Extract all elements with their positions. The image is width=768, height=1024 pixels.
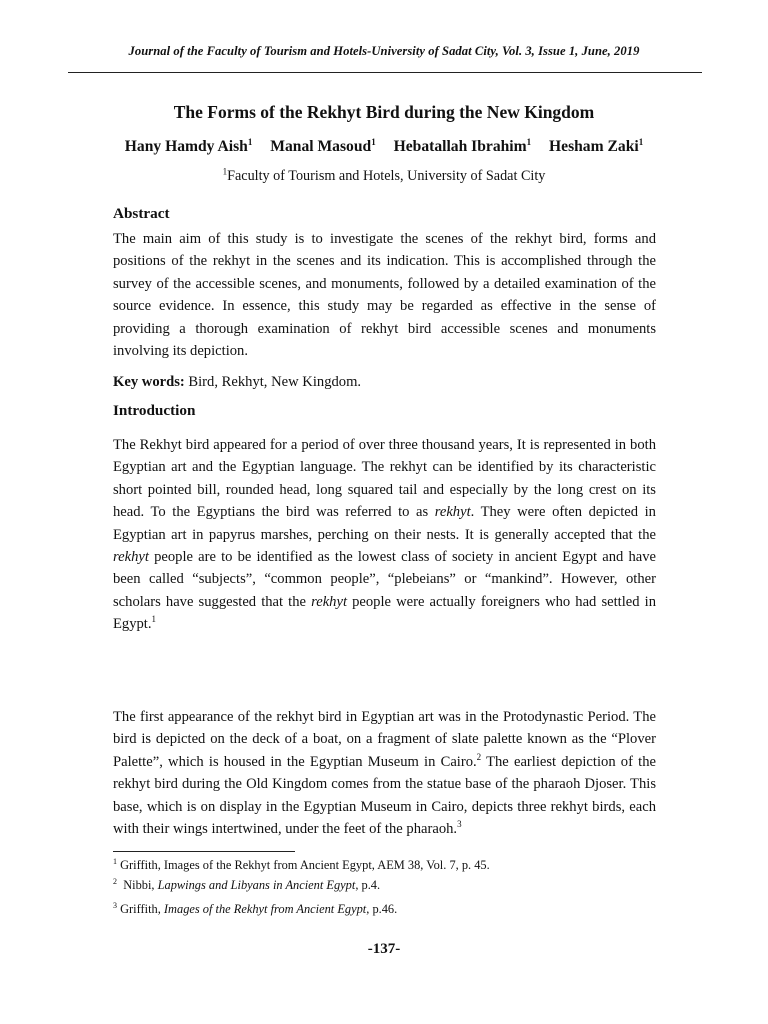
footnote: $^3$ Griffith, Images of the Rekhyt from Ancient Egypt, p.46.	[113, 900, 398, 916]
keywords	[113, 371, 656, 393]
affiliation: $^1$Faculty of Tourism and Hotels, University of Sadat City	[222, 166, 546, 184]
abstract-text: The main aim of this study is to investigate the scenes of the rekhyt bird, forms and positions of the rekhyt in the scenes and its indication. This is accomplished through the survey of the accessible scenes, and monuments, followed by a detailed examination of the source evidence. In essence, this study may be regarded as effective in the sense of providing a thorough examination of rekhyt bird accessible scenes and monuments involving its depiction.	[113, 231, 656, 360]
author: Hany Hamdy Aish$^1$	[124, 136, 253, 155]
keywords-label: Key words:	[113, 374, 185, 390]
footnote-ref[interactable]: 2	[476, 751, 482, 762]
author: Hesham Zaki$^1$	[549, 136, 644, 155]
footnote: $^2$ Nibbi, Lapwings and Libyans in Ancient Egypt, p.4.	[113, 876, 381, 892]
footnote: $^1$ Griffith, Images of the Rekhyt from Ancient Egypt, AEM 38, Vol. 7, p. 45.	[113, 856, 490, 872]
journal-header: Journal of the Faculty of Tourism and Hotels-University of Sadat City, Vol. 3, Issue 1, June, 2019	[128, 44, 640, 58]
introduction-paragraph-1: The Rekhyt bird appeared for a period of over three thousand years, It is represented in both Egyptian art and the Egyptian language. The rekhyt can be identified by its characteristic short pointed bill, rounded head, long squared tail and especially by the long crest on its head. To the Egyptians the bird was referred to as rekhyt. They were often depicted in Egyptian art in papyrus marshes, perching on their nests. It is generally accepted that the rekhyt people are to be identified as the lowest class of society in ancient Egypt and have been called “subjects”, “common people”, “plebeians” or “mankind”. However, other scholars have suggested that the rekhyt people were actually foreigners who had settled in Egypt.$^1$	[113, 437, 656, 633]
header-rule	[68, 72, 702, 73]
author: Manal Masoud$^1$	[270, 136, 376, 155]
article-title: The Forms of the Rekhyt Bird during the New Kingdom	[173, 102, 595, 122]
author: Hebatallah Ibrahim$^1$	[393, 136, 532, 155]
footnote-ref[interactable]: 3	[457, 819, 462, 830]
abstract-heading: Abstract	[113, 205, 170, 222]
page-number: -137-	[367, 941, 401, 957]
footnote-ref[interactable]: 1	[151, 614, 157, 625]
footnote-rule	[113, 851, 295, 852]
keywords-text: Bird, Rekhyt, New Kingdom.	[184, 374, 362, 390]
author-list	[0, 138, 768, 156]
introduction-paragraph-2: The first appearance of the rekhyt bird in Egyptian art was in the Protodynastic Period. The bird is depicted on the deck of a boat, on a fragment of slate palette known as the “Plover Palette”, which is housed in the Egyptian Museum in Cairo.$^2$ The earliest depiction of the rekhyt bird during the Old Kingdom comes from the statue base of the pharaoh Djoser. This base, which is on display in the Egyptian Museum in Cairo, depicts three rekhyt birds, each with their wings intertwined, under the feet of the pharaoh.$^3$	[113, 709, 656, 838]
introduction-heading: Introduction	[113, 402, 196, 419]
